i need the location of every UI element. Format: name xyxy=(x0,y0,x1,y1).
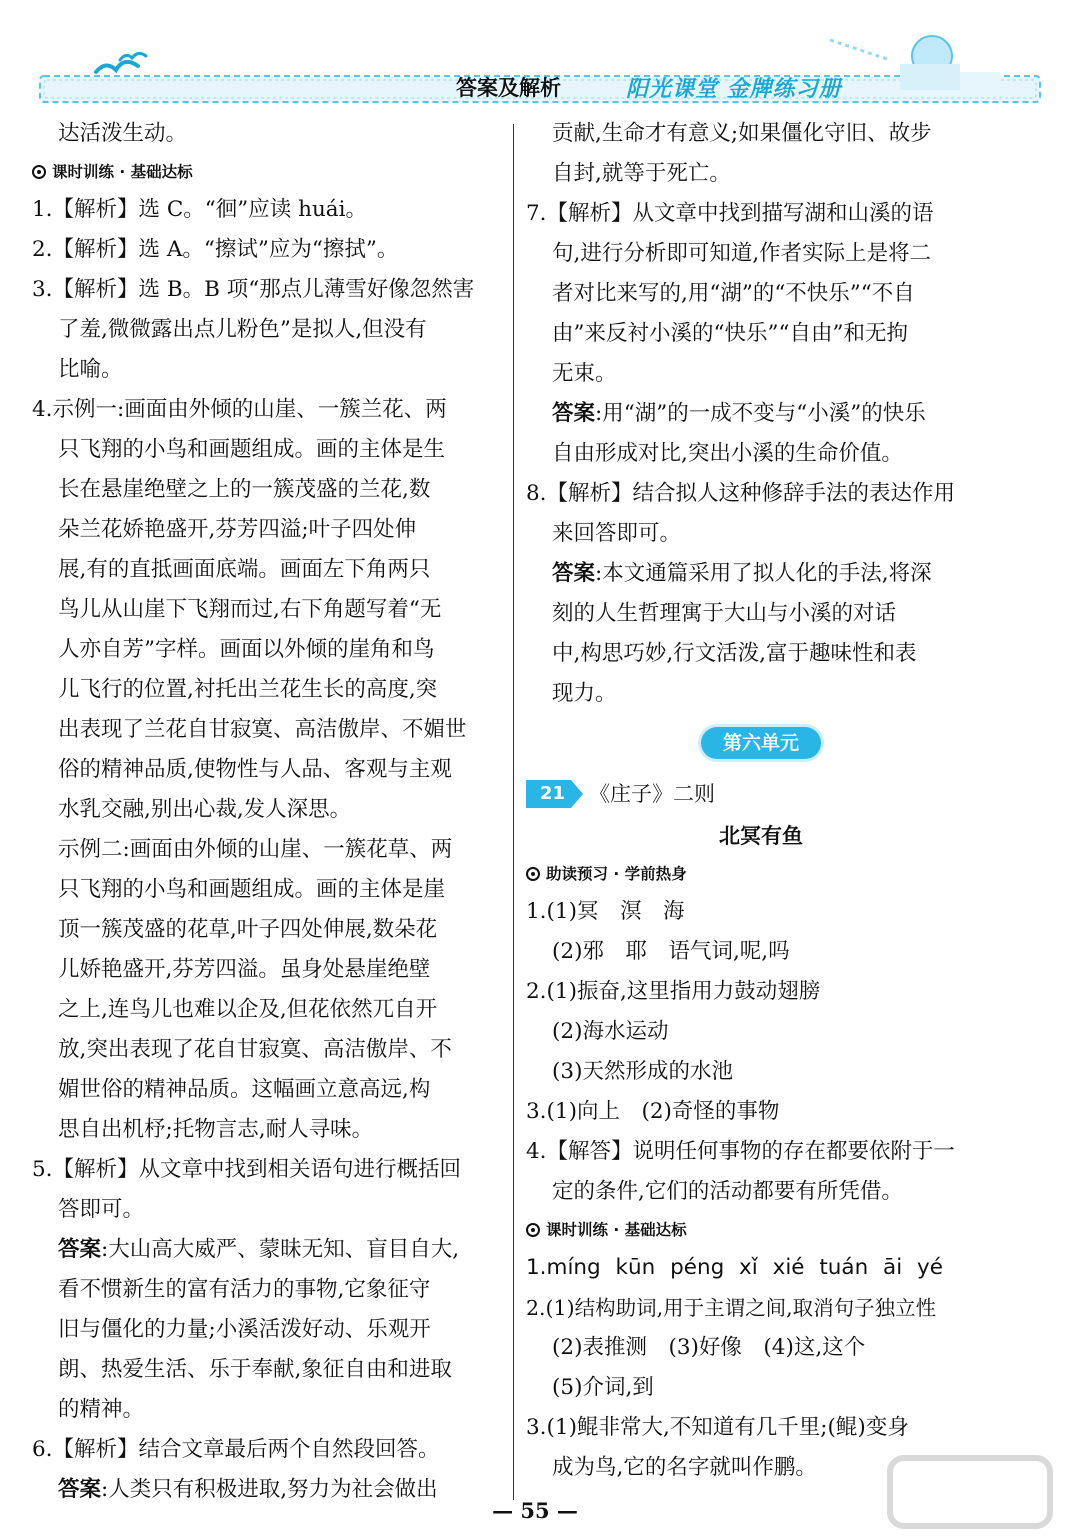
answer-item: 贡献,生命才有意义;如果僵化守旧、故步 自封,就等于死亡。 xyxy=(552,121,932,186)
section-heading: 课时训练 · 基础达标 xyxy=(526,1212,996,1248)
answer-item: 6.【解析】结合文章最后两个自然段回答。 答案:人类只有积极进取,努力为社会做出 xyxy=(32,1437,440,1502)
answer-item: 4.示例一:画面由外倾的山崖、一簇兰花、两 只飞翔的小鸟和画题组成。画的主体是生 长在悬崖绝壁之上的一簇茂盛的兰花,数 朵兰花娇艳盛开,芬芳四溢;叶子四处伸 展,有的直抵画面底端。画面左下角两只 鸟儿从山崖下飞翔而过,右下角题写着“无 人亦自芳”字样。画面以外倾的崖角和鸟 儿飞行的位置,衬托出兰花生长的高度,突 出表现了兰花自甘寂寞、高洁傲岸、不媚世 俗的精神品质,使物性与人品、客观与主观 水乳交融,别出心裁,发人深思。 xyxy=(32,397,467,822)
text-line: 达活泼生动。 xyxy=(58,121,188,146)
answer-item: 4.【解答】说明任何事物的存在都要依附于一 定的条件,它们的活动都要有所凭借。 xyxy=(526,1139,956,1204)
answer-item: 1.【解析】选 C。“徊”应读 huái。 xyxy=(32,197,368,222)
column-divider xyxy=(513,124,514,1500)
watermark-logo-icon xyxy=(880,1452,1060,1532)
answer-item: 3.(1)鲲非常大,不知道有几千里;(鲲)变身 成为鸟,它的名字就叫作鹏。 xyxy=(526,1415,909,1480)
answer-item: 3.【解析】选 B。B 项“那点儿薄雪好像忽然害 了羞,微微露出点儿粉色”是拟人,但没有 比喻。 xyxy=(32,277,475,382)
brand-title: 阳光课堂 金牌练习册 xyxy=(626,77,842,102)
answer-item: 1.(1)冥 溟 海 xyxy=(526,899,685,924)
answer-item: 5.【解析】从文章中找到相关语句进行概括回 答即可。 答案:大山高大威严、蒙昧无知、盲目自大, 看不惯新生的富有活力的事物,它象征守 旧与僵化的力量;小溪活泼好动、乐观开 朗、热爱生活、乐于奉献,象征自由和进取 的精神。 xyxy=(32,1157,462,1422)
page-number: — 55 — xyxy=(492,1498,578,1523)
diamond-bullet-icon xyxy=(32,165,46,179)
section-heading: 课时训练 · 基础达标 xyxy=(32,154,504,190)
diamond-bullet-icon xyxy=(526,1223,540,1237)
answer-item: 8.【解析】结合拟人这种修辞手法的表达作用 来回答即可。 答案:本文通篇采用了拟人化的手法,将深 刻的人生哲理寓于大山与小溪的对话 中,构思巧妙,行文活泼,富于趣味性和表 现力。 xyxy=(526,481,956,706)
answer-item: (2)表推测 (3)好像 (4)这,这个 xyxy=(552,1335,866,1360)
answer-label: 答案 xyxy=(552,401,596,426)
page-header xyxy=(0,0,1070,112)
answer-item: 示例二:画面由外倾的山崖、一簇花草、两 只飞翔的小鸟和画题组成。画的主体是崖 顶一簇茂盛的花草,叶子四处伸展,数朵花 儿娇艳盛开,芬芳四溢。虽身处悬崖绝壁 之上,连鸟儿也难以企及,但花依然兀自开 放,突出表现了花自甘寂寞、高洁傲岸、不 媚世俗的精神品质。这幅画立意高远,构 思自出机杼;托物言志,耐人寻味。 xyxy=(58,837,453,1142)
arrow-right-icon xyxy=(571,780,583,808)
lesson-number: 21 xyxy=(526,780,571,808)
unit-banner xyxy=(526,714,996,772)
diamond-bullet-icon xyxy=(526,867,540,881)
lesson-heading xyxy=(526,772,996,816)
right-column xyxy=(526,114,996,1488)
bird-icon xyxy=(96,62,138,72)
answer-item: 1.míng kūn péng xǐ xié tuán āi yé xyxy=(526,1255,943,1280)
answer-item: (2)海水运动 xyxy=(552,1019,669,1044)
answer-item: 2.(1)结构助词,用于主谓之间,取消句子独立性 xyxy=(526,1296,937,1320)
answer-item: (3)天然形成的水池 xyxy=(552,1059,733,1084)
lesson-title: 《庄子》二则 xyxy=(589,782,716,806)
answer-item: 7.【解析】从文章中找到描写湖和山溪的语 句,进行分析即可知道,作者实际上是将二 者对比来写的,用“湖”的“不快乐”“不自 由”来反衬小溪的“快乐”“自由”和无拘 无束。 答案:用“湖”的一成不变与“小溪”的快乐 自由形成对比,突出小溪的生命价值。 xyxy=(526,201,934,466)
section-label: 答案及解析 xyxy=(456,76,561,100)
left-column xyxy=(32,114,504,1510)
answer-item: (5)介词,到 xyxy=(552,1375,654,1400)
answer-item: 2.【解析】选 A。“擦试”应为“擦拭”。 xyxy=(32,237,399,262)
unit-title: 第六单元 xyxy=(701,727,821,759)
answer-label: 答案 xyxy=(58,1477,102,1502)
answer-item: 2.(1)振奋,这里指用力鼓动翅膀 xyxy=(526,979,821,1004)
answer-item: (2)邪 耶 语气词,呢,吗 xyxy=(552,939,790,964)
answer-label: 答案 xyxy=(552,561,596,586)
subtitle: 北冥有鱼 xyxy=(719,824,803,848)
answer-label: 答案 xyxy=(58,1237,102,1262)
answer-item: 3.(1)向上 (2)奇怪的事物 xyxy=(526,1099,780,1124)
section-heading: 助读预习 · 学前热身 xyxy=(526,856,996,892)
